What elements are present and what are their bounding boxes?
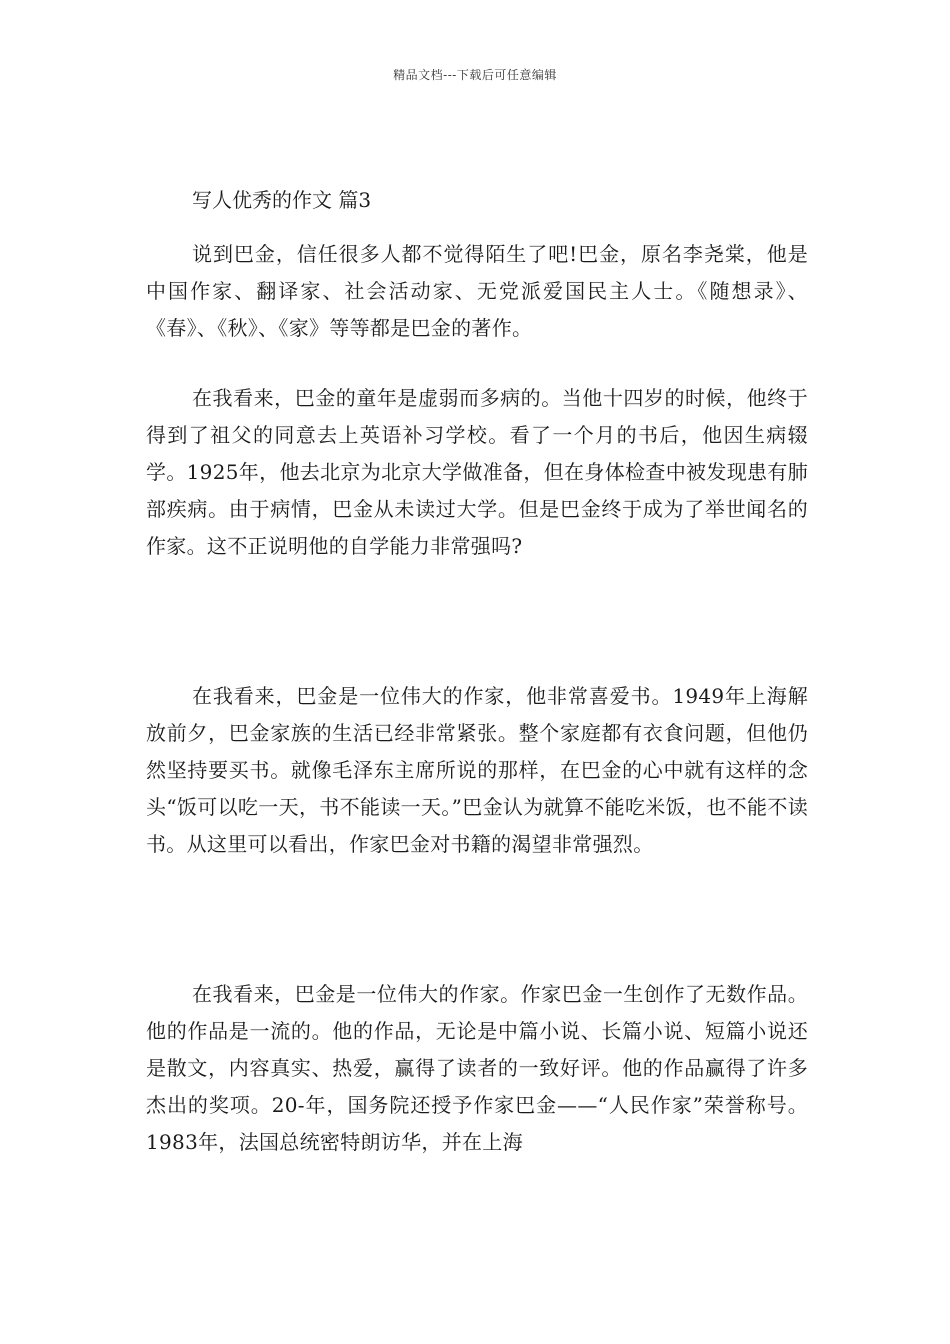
- paragraph-4: 在我看来，巴金是一位伟大的作家。作家巴金一生创作了无数作品。他的作品是一流的。他的作品，无论是中篇小说、长篇小说、短篇小说还是散文，内容真实、热爱，赢得了读者的一致好评。他的作品赢得了许多杰出的奖项。20-年，国务院还授予作家巴金——“人民作家”荣誉称号。1983年，法国总统密特朗访华，并在上海: [146, 982, 808, 1154]
- document-title: 写人优秀的作文 篇3: [192, 188, 372, 212]
- paragraph-2: 在我看来，巴金的童年是虚弱而多病的。当他十四岁的时候，他终于得到了祖父的同意去上英语补习学校。看了一个月的书后，他因生病辍学。1925年，他去北京为北京大学做准备，但在身体检查中被发现患有肺部疾病。由于病情，巴金从未读过大学。但是巴金终于成为了举世闻名的作家。这不正说明他的自学能力非常强吗?: [146, 386, 808, 558]
- page-header-note: 精品文档---下载后可任意编辑: [393, 68, 557, 82]
- paragraph-1: 说到巴金，信任很多人都不觉得陌生了吧!巴金，原名李尧棠，他是中国作家、翻译家、社会活动家、无党派爱国民主人士。《随想录》、《春》、《秋》、《家》等等都是巴金的著作。: [146, 242, 808, 340]
- paragraph-3: 在我看来，巴金是一位伟大的作家，他非常喜爱书。1949年上海解放前夕，巴金家族的生活已经非常紧张。整个家庭都有衣食问题，但他仍然坚持要买书。就像毛泽东主席所说的那样，在巴金的心中就有这样的念头“饭可以吃一天，书不能读一天。”巴金认为就算不能吃米饭，也不能不读书。从这里可以看出，作家巴金对书籍的渴望非常强烈。: [146, 684, 808, 856]
